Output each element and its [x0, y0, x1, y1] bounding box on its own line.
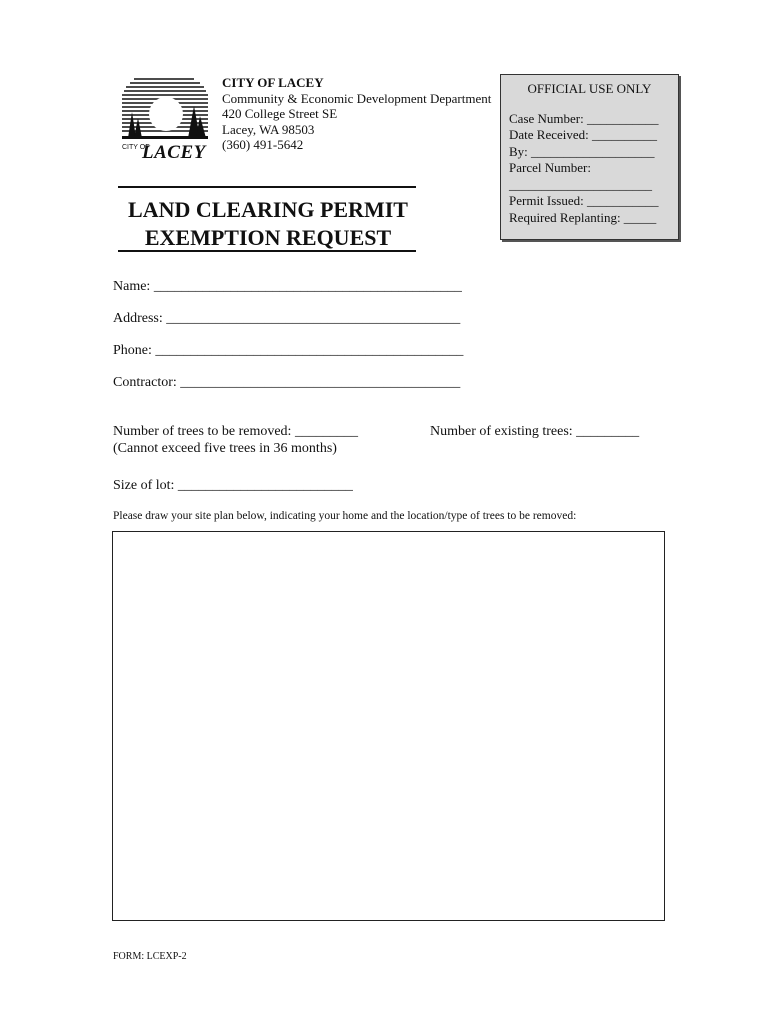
org-city-state: Lacey, WA 98503	[222, 121, 315, 137]
name-field[interactable]: Name: ____________________________________________	[113, 279, 462, 294]
logo-lacey: LACEY	[142, 142, 206, 163]
official-by: By: ___________________	[509, 143, 655, 159]
official-permit-issued: Permit Issued: ___________	[509, 193, 659, 208]
official-parcel-blank: ______________________	[509, 176, 652, 192]
address-field[interactable]: Address: __________________________________________	[113, 311, 461, 326]
official-parcel-number: Parcel Number:	[509, 160, 591, 175]
official-required-replanting: Required Replanting: _____	[509, 209, 657, 225]
form-id: FORM: LCEXP-2	[113, 951, 187, 962]
city-logo	[120, 76, 210, 164]
org-department: Community & Economic Development Department	[222, 90, 492, 106]
logo-city-of: CITY OF	[122, 144, 150, 151]
official-date-received: Date Received: __________	[509, 127, 658, 142]
title-line-1: LAND CLEARING PERMIT	[128, 197, 408, 222]
phone-field[interactable]: Phone: ____________________________________________	[113, 343, 464, 358]
contractor-field[interactable]: Contractor: ________________________________________	[113, 375, 461, 390]
official-use-heading: OFFICIAL USE ONLY	[527, 81, 652, 96]
title-line-2: EXEMPTION REQUEST	[144, 225, 392, 250]
official-use-box	[500, 74, 679, 240]
org-name: CITY OF LACEY	[222, 75, 324, 90]
title-rule-bottom	[118, 250, 416, 252]
org-header	[222, 75, 491, 153]
trees-removed-note: (Cannot exceed five trees in 36 months)	[113, 441, 337, 456]
official-case-number: Case Number: ___________	[509, 110, 659, 126]
site-plan-instruction: Please draw your site plan below, indicating your home and the location/type of trees to be removed:	[113, 510, 577, 522]
site-plan-drawing-area[interactable]	[112, 531, 665, 921]
org-street: 420 College Street SE	[222, 106, 338, 121]
title-rule-top	[118, 186, 416, 188]
trees-existing-field[interactable]: Number of existing trees: _________	[430, 424, 640, 439]
org-phone: (360) 491-5642	[222, 137, 304, 152]
trees-removed-field[interactable]: Number of trees to be removed: _________	[113, 424, 358, 439]
lot-size-field[interactable]: Size of lot: _________________________	[113, 478, 353, 493]
page-title	[110, 196, 426, 252]
